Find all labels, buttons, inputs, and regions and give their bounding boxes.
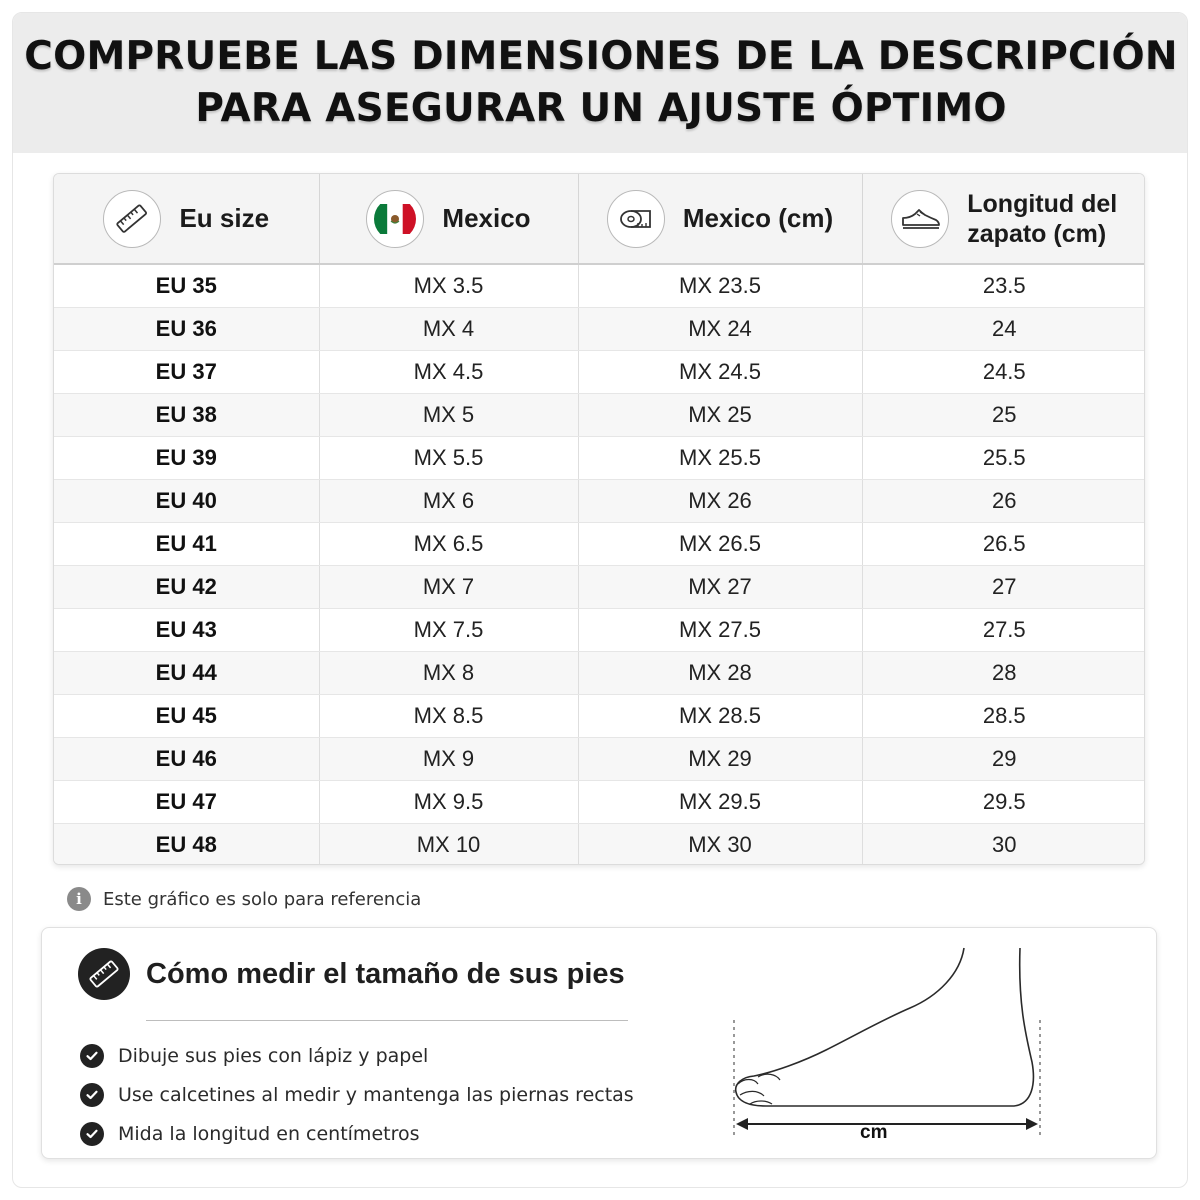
cell-mexico-cm: MX 25 — [578, 393, 862, 436]
column-label-mexico: Mexico — [442, 203, 531, 233]
tip-text: Use calcetines al medir y mantenga las piernas rectas — [118, 1083, 634, 1106]
size-table — [54, 174, 1145, 865]
list-item — [80, 1075, 634, 1114]
reference-note-text: Este gráfico es solo para referencia — [103, 888, 422, 910]
cell-mexico-cm: MX 29 — [578, 737, 862, 780]
arrowhead-left — [736, 1118, 748, 1130]
cell-eu-size: EU 47 — [54, 780, 319, 823]
cell-shoe-length: 25.5 — [862, 436, 1145, 479]
cell-shoe-length: 29.5 — [862, 780, 1145, 823]
cell-mexico: MX 7.5 — [319, 608, 578, 651]
cell-mexico: MX 5 — [319, 393, 578, 436]
ruler-icon — [103, 190, 161, 248]
cell-mexico-cm: MX 24.5 — [578, 350, 862, 393]
cell-eu-size: EU 43 — [54, 608, 319, 651]
check-icon — [80, 1044, 104, 1068]
table-row — [54, 823, 1145, 865]
cell-eu-size: EU 41 — [54, 522, 319, 565]
column-label-eu-size: Eu size — [179, 203, 270, 233]
cell-mexico-cm: MX 27 — [578, 565, 862, 608]
table-row — [54, 608, 1145, 651]
header-line-1: COMPRUEBE LAS DIMENSIONES DE LA DESCRIPCIÓN — [24, 34, 1178, 79]
cell-eu-size: EU 35 — [54, 264, 319, 307]
column-label-mexico-cm: Mexico (cm) — [682, 203, 834, 233]
cell-eu-size: EU 46 — [54, 737, 319, 780]
ruler-icon — [78, 948, 130, 1000]
cell-mexico-cm: MX 24 — [578, 307, 862, 350]
measure-heading — [78, 948, 625, 1000]
cell-shoe-length: 28.5 — [862, 694, 1145, 737]
list-item — [80, 1036, 634, 1075]
cell-mexico-cm: MX 27.5 — [578, 608, 862, 651]
table-row — [54, 393, 1145, 436]
column-header-shoe-length — [862, 174, 1145, 264]
foot-outline — [736, 948, 1034, 1106]
cell-eu-size: EU 39 — [54, 436, 319, 479]
cell-eu-size: EU 45 — [54, 694, 319, 737]
cell-mexico: MX 4 — [319, 307, 578, 350]
mexico-flag-icon — [366, 190, 424, 248]
table-row — [54, 436, 1145, 479]
table-row — [54, 737, 1145, 780]
cell-shoe-length: 25 — [862, 393, 1145, 436]
page-header — [13, 13, 1188, 153]
cell-eu-size: EU 42 — [54, 565, 319, 608]
header-line-2: PARA ASEGURAR UN AJUSTE ÓPTIMO — [195, 86, 1007, 131]
table-row — [54, 565, 1145, 608]
tip-text: Dibuje sus pies con lápiz y papel — [118, 1044, 429, 1067]
cell-mexico: MX 5.5 — [319, 436, 578, 479]
check-icon — [80, 1122, 104, 1146]
tape-measure-icon — [607, 190, 665, 248]
cell-shoe-length: 23.5 — [862, 264, 1145, 307]
table-row — [54, 694, 1145, 737]
table-row — [54, 780, 1145, 823]
reference-note — [67, 887, 421, 911]
cell-mexico: MX 8.5 — [319, 694, 578, 737]
list-item — [80, 1114, 634, 1153]
column-label-shoe-length-line1: Longitud del — [967, 189, 1118, 218]
cell-shoe-length: 27 — [862, 565, 1145, 608]
cell-mexico-cm: MX 29.5 — [578, 780, 862, 823]
column-label-shoe-length — [967, 189, 1117, 249]
cell-mexico: MX 9.5 — [319, 780, 578, 823]
table-header-row — [54, 174, 1145, 264]
table-row — [54, 350, 1145, 393]
cell-mexico: MX 3.5 — [319, 264, 578, 307]
cell-mexico: MX 7 — [319, 565, 578, 608]
cell-eu-size: EU 37 — [54, 350, 319, 393]
size-chart-page — [12, 12, 1188, 1188]
column-header-eu-size — [54, 174, 319, 264]
column-header-mexico-cm — [578, 174, 862, 264]
measure-title: Cómo medir el tamaño de sus pies — [146, 957, 625, 990]
title-divider — [146, 1020, 628, 1021]
info-icon: i — [67, 887, 91, 911]
cell-mexico-cm: MX 28 — [578, 651, 862, 694]
cell-mexico: MX 6 — [319, 479, 578, 522]
table-row — [54, 651, 1145, 694]
check-icon — [80, 1083, 104, 1107]
cell-shoe-length: 29 — [862, 737, 1145, 780]
cell-shoe-length: 28 — [862, 651, 1145, 694]
size-table-card — [53, 173, 1145, 865]
cell-mexico: MX 9 — [319, 737, 578, 780]
cell-eu-size: EU 36 — [54, 307, 319, 350]
tip-text: Mida la longitud en centímetros — [118, 1122, 420, 1145]
table-row — [54, 264, 1145, 307]
table-row — [54, 479, 1145, 522]
cell-mexico-cm: MX 26 — [578, 479, 862, 522]
cell-mexico-cm: MX 28.5 — [578, 694, 862, 737]
table-row — [54, 307, 1145, 350]
measure-instructions-card — [41, 927, 1157, 1159]
cell-shoe-length: 26 — [862, 479, 1145, 522]
cell-eu-size: EU 40 — [54, 479, 319, 522]
measure-tips-list — [80, 1036, 634, 1153]
cell-mexico: MX 8 — [319, 651, 578, 694]
cell-shoe-length: 26.5 — [862, 522, 1145, 565]
cell-mexico-cm: MX 23.5 — [578, 264, 862, 307]
cell-mexico-cm: MX 30 — [578, 823, 862, 865]
cell-mexico: MX 10 — [319, 823, 578, 865]
column-header-mexico — [319, 174, 578, 264]
cell-eu-size: EU 38 — [54, 393, 319, 436]
cell-mexico-cm: MX 25.5 — [578, 436, 862, 479]
cell-mexico: MX 6.5 — [319, 522, 578, 565]
shoe-icon — [891, 190, 949, 248]
cell-shoe-length: 27.5 — [862, 608, 1145, 651]
column-label-shoe-length-line2: zapato (cm) — [967, 219, 1107, 248]
cell-eu-size: EU 44 — [54, 651, 319, 694]
cell-shoe-length: 24 — [862, 307, 1145, 350]
table-row — [54, 522, 1145, 565]
cell-eu-size: EU 48 — [54, 823, 319, 865]
arrowhead-right — [1026, 1118, 1038, 1130]
cell-shoe-length: 24.5 — [862, 350, 1145, 393]
cm-label: cm — [860, 1122, 888, 1143]
cell-shoe-length: 30 — [862, 823, 1145, 865]
cell-mexico-cm: MX 26.5 — [578, 522, 862, 565]
cell-mexico: MX 4.5 — [319, 350, 578, 393]
